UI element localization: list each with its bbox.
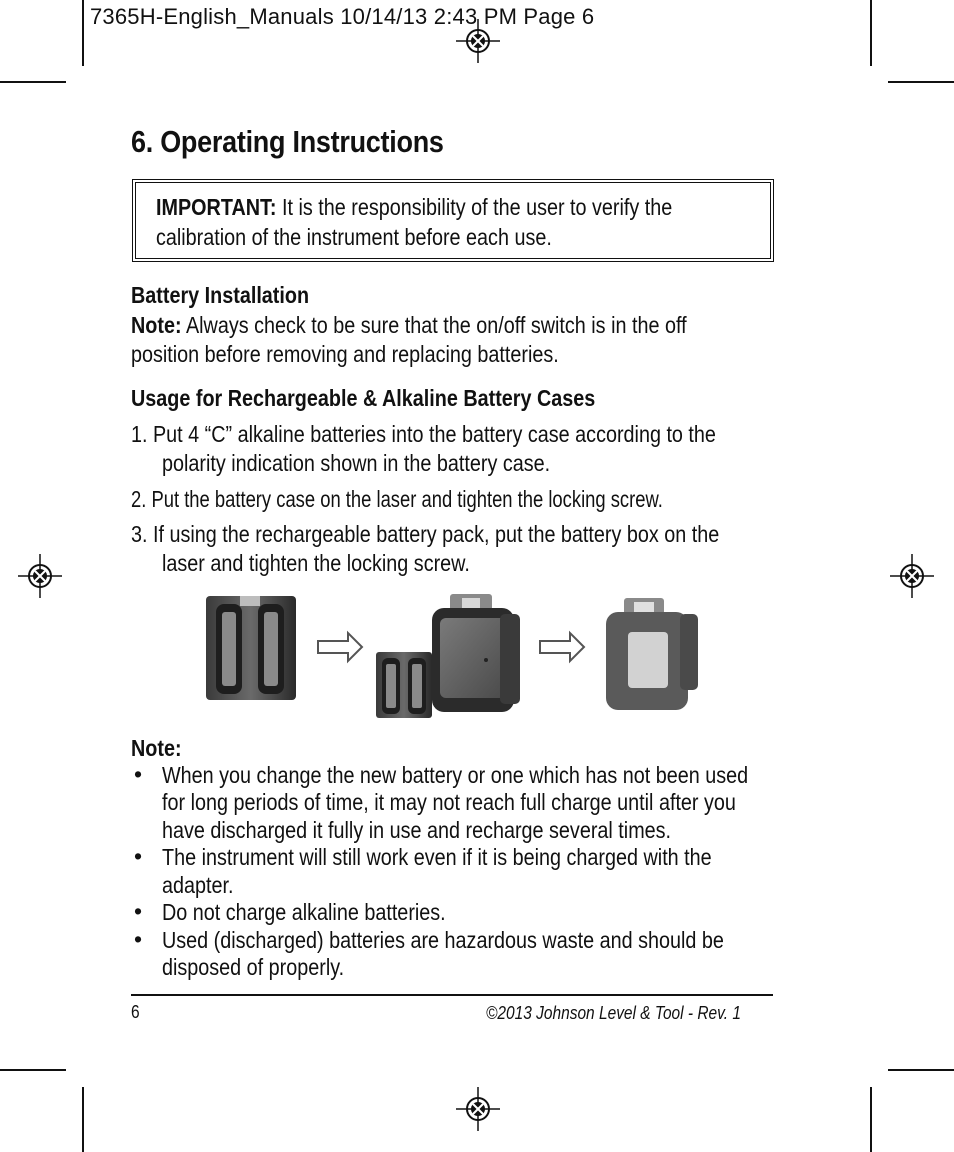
note-1-line2: for long periods of time, it may not reach full charge until after you (162, 789, 736, 815)
battery-case-small-image (376, 652, 432, 718)
crop-mark (888, 81, 954, 83)
step-1-line1: 1. Put 4 “C” alkaline batteries into the battery case according to the (131, 421, 716, 447)
crop-mark (0, 81, 66, 83)
battery-installation-heading: Battery Installation (131, 282, 310, 308)
bullet-glyph: • (134, 843, 143, 869)
battery-note-text: Always check to be sure that the on/off switch is in the off (181, 312, 687, 338)
note-4-line2: disposed of properly. (162, 954, 345, 980)
step-3-line2: laser and tighten the locking screw. (162, 550, 470, 576)
crop-mark (870, 0, 872, 66)
registration-mark-icon (18, 554, 62, 598)
note-2-line1: The instrument will still work even if it is being charged with the (162, 844, 712, 870)
crop-mark (82, 1087, 84, 1152)
crop-mark (0, 1069, 66, 1071)
registration-mark-icon (456, 1087, 500, 1131)
battery-installation-illustration (200, 588, 710, 723)
battery-case-image (206, 596, 296, 700)
section-title: 6. Operating Instructions (131, 124, 444, 159)
crop-mark (870, 1087, 872, 1152)
laser-with-battery-box-image (606, 598, 698, 710)
important-line1: It is the responsibility of the user to verify the (276, 194, 673, 220)
note-1-line1: When you change the new battery or one which has not been used (162, 762, 749, 788)
bullet-glyph: • (134, 898, 143, 924)
crop-mark (82, 0, 84, 66)
laser-image (432, 594, 520, 712)
note-4-line1: Used (discharged) batteries are hazardous waste and should be (162, 927, 724, 953)
notes-label: Note: (131, 735, 182, 761)
usage-heading: Usage for Rechargeable & Alkaline Battery Cases (131, 385, 596, 411)
bullet-glyph: • (134, 926, 143, 952)
print-slug: 7365H-English_Manuals 10/14/13 2:43 PM Page 6 (90, 4, 595, 29)
crop-mark (888, 1069, 954, 1071)
important-line2: calibration of the instrument before each use. (156, 224, 552, 250)
hollow-arrow-right-icon (540, 633, 584, 661)
important-notice-text (156, 192, 672, 252)
note-1-line3: have discharged it fully in use and recharge several times. (162, 817, 672, 843)
registration-mark-icon (890, 554, 934, 598)
important-label: IMPORTANT: (156, 194, 277, 220)
step-2: 2. Put the battery case on the laser and tighten the locking screw. (131, 486, 663, 512)
footer-divider (131, 994, 773, 996)
battery-note-line2: position before removing and replacing batteries. (131, 341, 559, 367)
copyright-notice: ©2013 Johnson Level & Tool - Rev. 1 (486, 1003, 741, 1023)
page-number: 6 (131, 1002, 140, 1022)
battery-note-line1 (131, 311, 687, 340)
step-3-line1: 3. If using the rechargeable battery pack, put the battery box on the (131, 521, 720, 547)
hollow-arrow-right-icon (318, 633, 362, 661)
step-1-line2: polarity indication shown in the battery case. (162, 450, 551, 476)
bullet-glyph: • (134, 761, 143, 787)
note-2-line2: adapter. (162, 872, 234, 898)
registration-mark-icon (456, 19, 500, 63)
note-3-line1: Do not charge alkaline batteries. (162, 899, 446, 925)
battery-note-label: Note: (131, 312, 182, 338)
